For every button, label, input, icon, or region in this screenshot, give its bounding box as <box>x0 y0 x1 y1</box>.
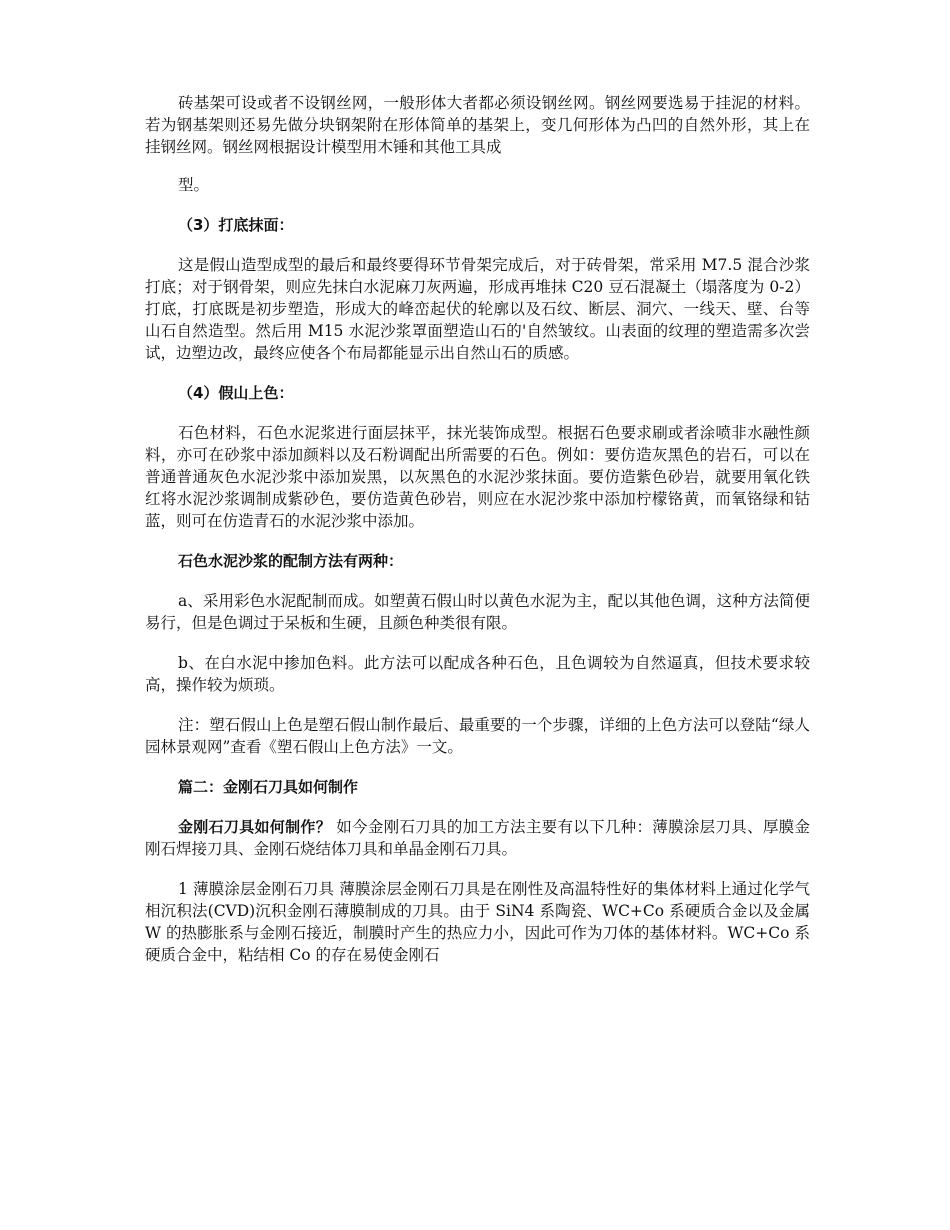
section-heading-mix-methods: 石色水泥沙浆的配制方法有两种： <box>178 552 404 570</box>
section-heading-base-plaster: （3）打底抹面： <box>178 216 294 234</box>
paragraph-diamond-tools-intro <box>145 816 810 860</box>
paragraph-steel-mesh-tail: 型。 <box>178 176 210 194</box>
paragraph-method-b: b、在白水泥中掺加色料。此方法可以配成各种石色，且色调较为自然逼真，但技术要求较高，操作较为烦琐。 <box>145 654 810 694</box>
document-page <box>145 92 810 966</box>
section-heading-coloring: （4）假山上色： <box>178 384 294 402</box>
paragraph-method-a: a、采用彩色水泥配制而成。如塑黄石假山时以黄色水泥为主，配以其他色调，这种方法简便易行，但是色调过于呆板和生硬，且颜色种类很有限。 <box>145 592 810 632</box>
paragraph-thin-film-tools: 1 薄膜涂层金刚石刀具 薄膜涂层金刚石刀具是在刚性及高温特性好的集体材料上通过化学气相沉积法(CVD)沉积金刚石薄膜制成的刀具。由于 SiN4 系陶瓷、WC+Co 系硬质合金以及金属 W 的热膨胀系与金刚石接近，制膜时产生的热应力小，因此可作为刀体的基体材料。WC+Co 系硬质合金中，粘结相 Co 的存在易使金刚石 <box>145 880 810 964</box>
diamond-tools-question: 金刚石刀具如何制作？ <box>178 818 332 836</box>
part-two-title: 篇二：金刚石刀具如何制作 <box>178 778 359 796</box>
paragraph-steel-mesh: 砖基架可设或者不设钢丝网，一般形体大者都必须设钢丝网。钢丝网要选易于挂泥的材料。若为钢基架则还易先做分块钢架附在形体简单的基架上，变几何形体为凸凹的自然外形，其上在挂钢丝网。钢丝网根据设计模型用木锤和其他工具成 <box>145 94 810 156</box>
paragraph-note: 注：塑石假山上色是塑石假山制作最后、最重要的一个步骤，详细的上色方法可以登陆“绿人园林景观网”查看《塑石假山上色方法》一文。 <box>145 716 810 756</box>
paragraph-base-plaster: 这是假山造型成型的最后和最终要得环节骨架完成后，对于砖骨架，常采用 M7.5 混合沙浆打底；对于钢骨架，则应先抹白水泥麻刀灰两遍，形成再堆抹 C20 豆石混凝土（塌落度为 0-2）打底，打底既是初步塑造，形成大的峰峦起伏的轮廓以及石纹、断层、洞穴、一线天、壁、台等山石自然造型。然后用 M15 水泥沙浆罩面塑造山石的'自然皱纹。山表面的纹理的塑造需多次尝试，边塑边改，最终应使各个布局都能显示出自然山石的质感。 <box>145 256 810 362</box>
paragraph-coloring: 石色材料，石色水泥浆进行面层抹平，抹光装饰成型。根据石色要求刷或者涂喷非水融性颜料，亦可在砂浆中添加颜料以及石粉调配出所需要的石色。例如：要仿造灰黑色的岩石，可以在普通普通灰色水泥沙浆中添加炭黑，以灰黑色的水泥沙浆抹面。要仿造紫色砂岩，就要用氧化铁红将水泥沙浆调制成紫砂色，要仿造黄色砂岩，则应在水泥沙浆中添加柠檬铬黄，而氧铬绿和钴蓝，则可在仿造青石的水泥沙浆中添加。 <box>145 424 810 530</box>
diamond-tools-intro-text: 如今金刚石刀具的加工方法主要有以下几种：薄膜涂层刀具、厚膜金刚石焊接刀具、金刚石烧结体刀具和单晶金刚石刀具。 <box>145 818 810 858</box>
